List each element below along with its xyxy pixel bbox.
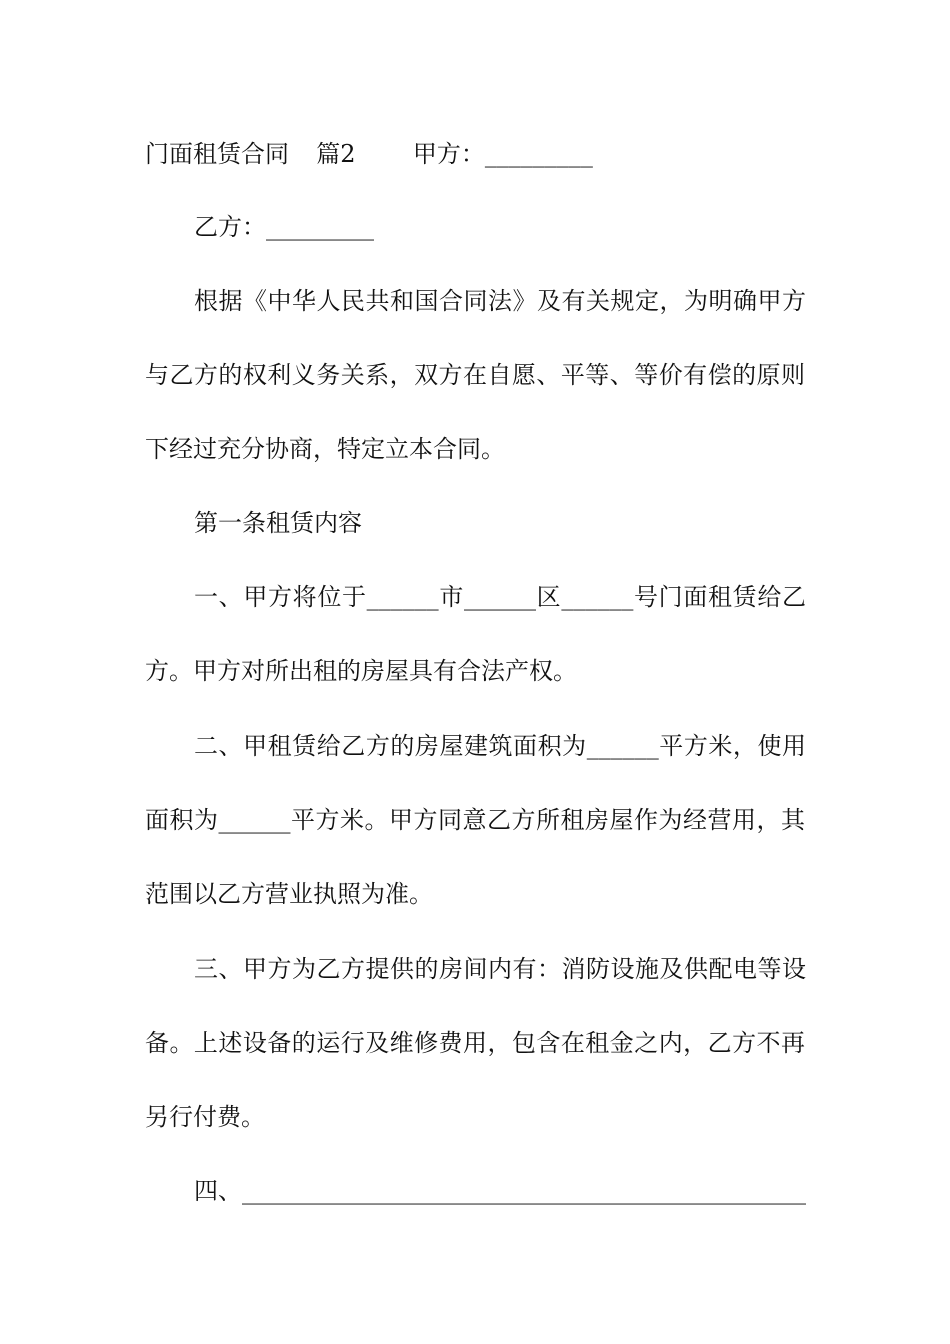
paragraph-line: 一、甲方将位于______市______区______号门面租赁给乙 — [194, 583, 806, 611]
paragraph-line: 二、甲租赁给乙方的房屋建筑面积为______平方米，使用 — [194, 732, 806, 760]
paragraph-line: 与乙方的权利义务关系，双方在自愿、平等、等价有偿的原则 — [145, 361, 805, 389]
paragraph-line: 三、甲方为乙方提供的房间内有：消防设施及供配电等设 — [194, 955, 806, 983]
document-title: 门面租赁合同 — [145, 140, 289, 168]
section-heading: 第一条租赁内容 — [194, 509, 362, 537]
paragraph-line: 四、_______________________________________________ — [194, 1177, 806, 1205]
party-a-line: 甲方：_________ — [412, 140, 593, 168]
paragraph-line: 范围以乙方营业执照为准。 — [145, 880, 433, 908]
paragraph-line: 面积为______平方米。甲方同意乙方所租房屋作为经营用，其 — [145, 806, 805, 834]
paragraph-line: 方。甲方对所出租的房屋具有合法产权。 — [145, 657, 577, 685]
party-b-line: 乙方：_________ — [194, 213, 374, 241]
paragraph-line: 备。上述设备的运行及维修费用，包含在租金之内，乙方不再 — [145, 1029, 805, 1057]
paragraph-line: 下经过充分协商，特定立本合同。 — [145, 435, 505, 463]
paragraph-line: 根据《中华人民共和国合同法》及有关规定，为明确甲方 — [194, 287, 806, 315]
chapter-label: 篇2 — [316, 140, 356, 168]
document-header — [0, 136, 950, 172]
paragraph-line: 另行付费。 — [145, 1103, 265, 1131]
